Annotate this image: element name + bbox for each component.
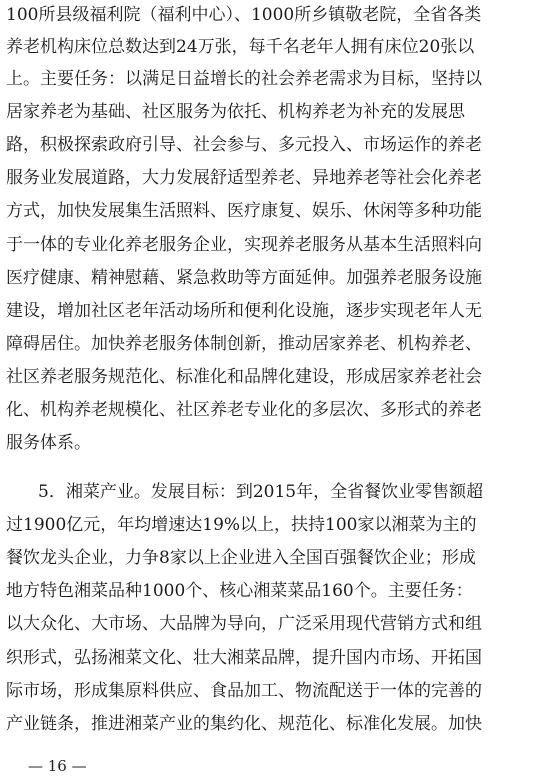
- text-line: 服务业发展道路，大力发展舒适型养老、异地养老等社会化养老: [6, 168, 482, 188]
- text-line: 际市场，形成集原料供应、食品加工、物流配送于一体的完善的: [6, 681, 482, 701]
- text-line: 障碍居住。加快养老服务体制创新，推动居家养老、机构养老、: [6, 334, 482, 354]
- text-line: 以大众化、大市场、大品牌为导向，广泛采用现代营销方式和组: [6, 614, 482, 634]
- text-line: 上。主要任务：以满足日益增长的社会养老需求为目标，坚持以: [6, 69, 482, 89]
- text-line: 地方特色湘菜品种1000个、核心湘菜菜品160个。主要任务：: [6, 581, 473, 601]
- text-line: 5．湘菜产业。发展目标：到2015年，全省餐饮业零售额超: [38, 482, 484, 502]
- page-number: — 16 —: [28, 757, 87, 775]
- text-line: 养老机构床位总数达到24万张，每千名老年人拥有床位20张以: [6, 37, 475, 57]
- text-line: 化、机构养老规模化、社区养老专业化的多层次、多形式的养老: [6, 400, 482, 420]
- text-line: 产业链条，推进湘菜产业的集约化、规范化、标准化发展。加快: [6, 714, 482, 734]
- text-line: 医疗健康、精神慰藉、紧急救助等方面延伸。加强养老服务设施: [6, 268, 482, 288]
- text-line: 社区养老服务规范化、标准化和品牌化建设，形成居家养老社会: [6, 367, 482, 387]
- text-line: 服务体系。: [6, 433, 91, 453]
- text-line: 方式，加快发展集生活照料、医疗康复、娱乐、休闲等多种功能: [6, 201, 482, 221]
- text-line: 织形式，弘扬湘菜文化、壮大湘菜品牌，提升国内市场、开拓国: [6, 648, 482, 668]
- text-line: 居家养老为基础、社区服务为依托、机构养老为补充的发展思: [6, 102, 465, 122]
- text-line: 于一体的专业化养老服务企业，实现养老服务从基本生活照料向: [6, 235, 482, 255]
- text-line: 餐饮龙头企业，力争8家以上企业进入全国百强餐饮企业；形成: [6, 548, 476, 568]
- text-line: 路，积极探索政府引导、社会参与、多元投入、市场运作的养老: [6, 135, 482, 155]
- text-line: 过1900亿元，年均增速达19%以上，扶持100家以湘菜为主的: [6, 515, 477, 535]
- text-line: 建设，增加社区老年活动场所和便利化设施，逐步实现老年人无: [6, 301, 482, 321]
- text-line: 100所县级福利院（福利中心）、1000所乡镇敬老院，全省各类: [6, 5, 482, 25]
